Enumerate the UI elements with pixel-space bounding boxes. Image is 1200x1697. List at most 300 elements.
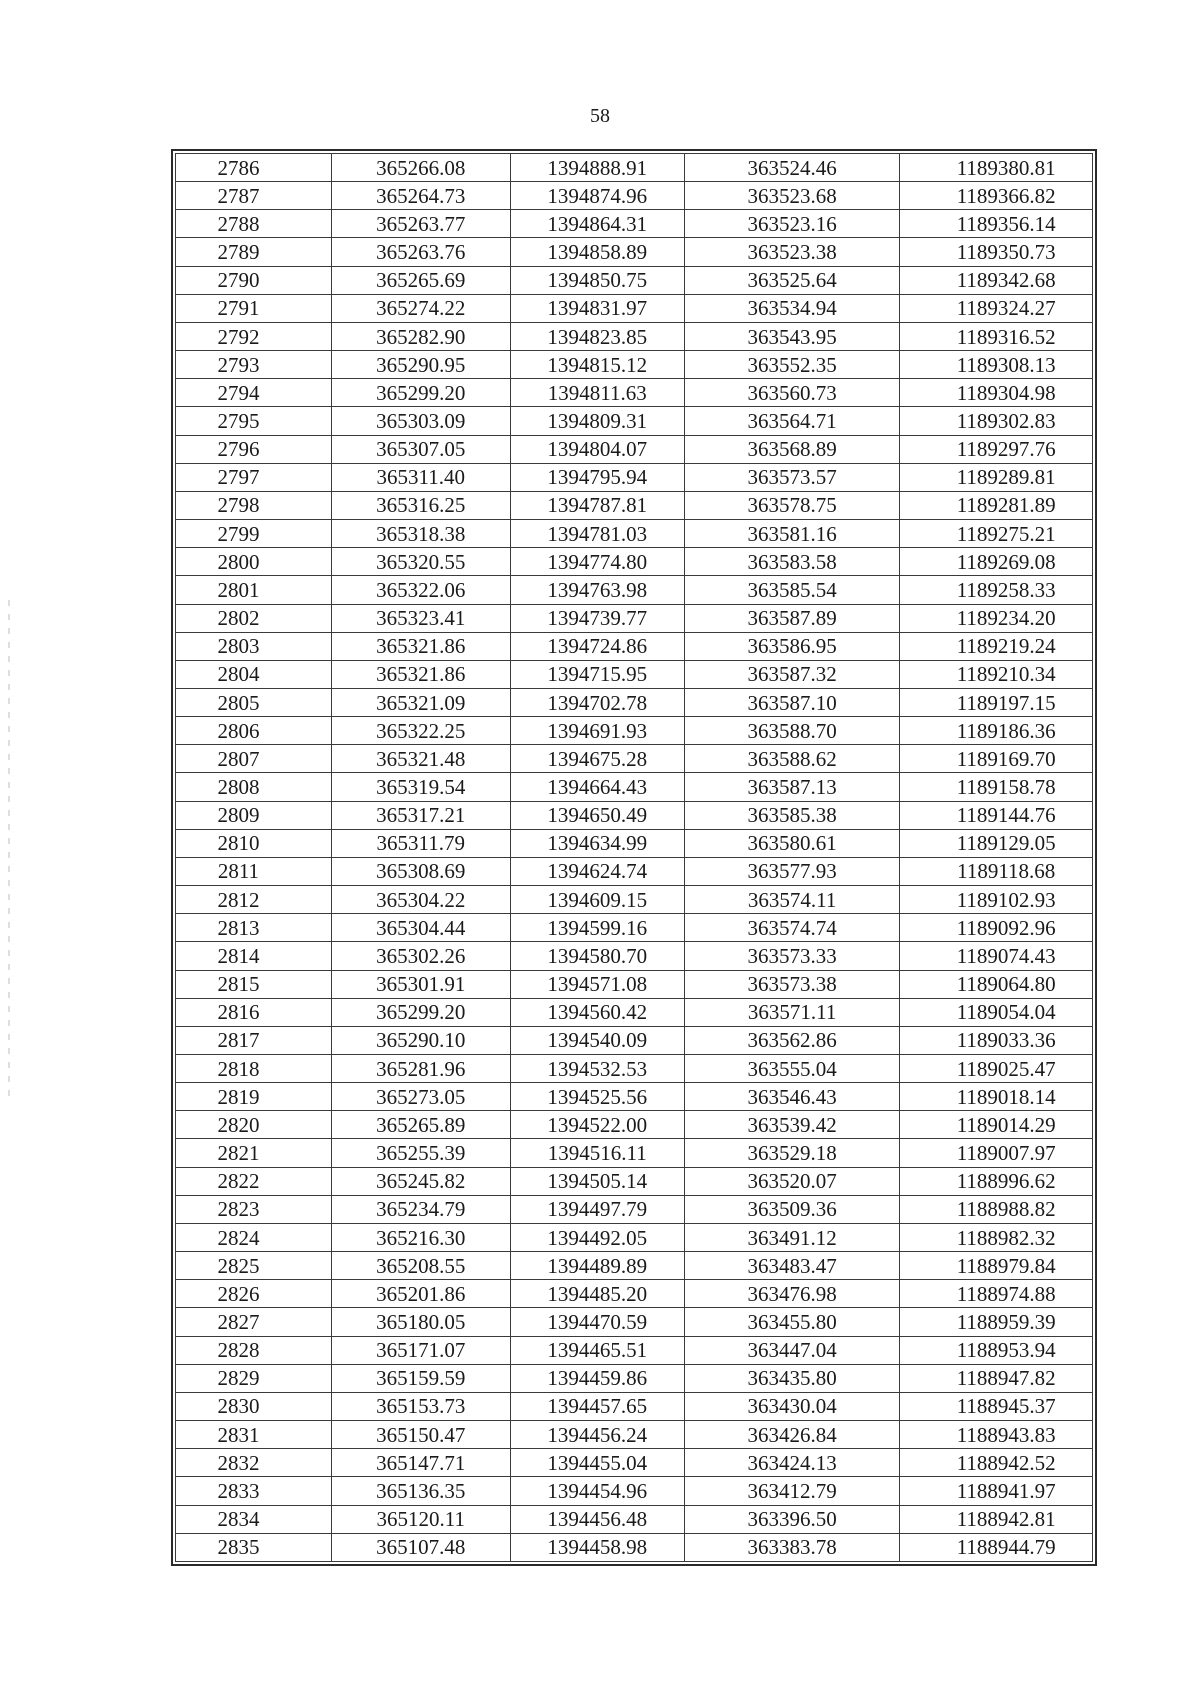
x2-coordinate-cell: 363546.43: [684, 1083, 899, 1111]
x2-coordinate-cell: 363583.58: [684, 548, 899, 576]
x1-coordinate-cell: 365136.35: [331, 1477, 510, 1505]
y1-coordinate-cell: 1394457.65: [510, 1392, 684, 1420]
point-number-cell: 2798: [176, 491, 332, 519]
x1-coordinate-cell: 365321.09: [331, 688, 510, 716]
x1-coordinate-cell: 365265.69: [331, 266, 510, 294]
table-row: [176, 1280, 1093, 1308]
y2-coordinate-cell: 1189366.82: [900, 182, 1093, 210]
y1-coordinate-cell: 1394505.14: [510, 1167, 684, 1195]
x1-coordinate-cell: 365304.44: [331, 914, 510, 942]
y1-coordinate-cell: 1394525.56: [510, 1083, 684, 1111]
y2-coordinate-cell: 1188947.82: [900, 1364, 1093, 1392]
point-number-cell: 2830: [176, 1392, 332, 1420]
x1-coordinate-cell: 365307.05: [331, 435, 510, 463]
x2-coordinate-cell: 363424.13: [684, 1449, 899, 1477]
y1-coordinate-cell: 1394489.89: [510, 1252, 684, 1280]
y2-coordinate-cell: 1189269.08: [900, 548, 1093, 576]
x1-coordinate-cell: 365303.09: [331, 407, 510, 435]
table-row: [176, 548, 1093, 576]
y2-coordinate-cell: 1189129.05: [900, 829, 1093, 857]
table-row: [176, 351, 1093, 379]
coordinate-table: [175, 153, 1093, 1562]
y1-coordinate-cell: 1394850.75: [510, 266, 684, 294]
scan-edge-artifact: [8, 600, 10, 1100]
y1-coordinate-cell: 1394831.97: [510, 294, 684, 322]
y1-coordinate-cell: 1394571.08: [510, 970, 684, 998]
point-number-cell: 2824: [176, 1223, 332, 1251]
y1-coordinate-cell: 1394774.80: [510, 548, 684, 576]
y2-coordinate-cell: 1189304.98: [900, 379, 1093, 407]
y1-coordinate-cell: 1394702.78: [510, 688, 684, 716]
x2-coordinate-cell: 363523.68: [684, 182, 899, 210]
point-number-cell: 2795: [176, 407, 332, 435]
table-row: [176, 1477, 1093, 1505]
x2-coordinate-cell: 363523.38: [684, 238, 899, 266]
x1-coordinate-cell: 365150.47: [331, 1421, 510, 1449]
y1-coordinate-cell: 1394787.81: [510, 491, 684, 519]
y1-coordinate-cell: 1394454.96: [510, 1477, 684, 1505]
y1-coordinate-cell: 1394470.59: [510, 1308, 684, 1336]
x2-coordinate-cell: 363580.61: [684, 829, 899, 857]
y1-coordinate-cell: 1394795.94: [510, 463, 684, 491]
x1-coordinate-cell: 365302.26: [331, 942, 510, 970]
x2-coordinate-cell: 363476.98: [684, 1280, 899, 1308]
point-number-cell: 2806: [176, 717, 332, 745]
x1-coordinate-cell: 365301.91: [331, 970, 510, 998]
point-number-cell: 2812: [176, 886, 332, 914]
point-number-cell: 2825: [176, 1252, 332, 1280]
x2-coordinate-cell: 363586.95: [684, 632, 899, 660]
y1-coordinate-cell: 1394540.09: [510, 1026, 684, 1054]
table-row: [176, 1083, 1093, 1111]
y2-coordinate-cell: 1188979.84: [900, 1252, 1093, 1280]
x2-coordinate-cell: 363587.10: [684, 688, 899, 716]
table-row: [176, 294, 1093, 322]
y2-coordinate-cell: 1188944.79: [900, 1533, 1093, 1561]
y1-coordinate-cell: 1394516.11: [510, 1139, 684, 1167]
table-row: [176, 1139, 1093, 1167]
table-row: [176, 210, 1093, 238]
x1-coordinate-cell: 365319.54: [331, 773, 510, 801]
y1-coordinate-cell: 1394650.49: [510, 801, 684, 829]
x2-coordinate-cell: 363573.38: [684, 970, 899, 998]
table-row: [176, 857, 1093, 885]
table-row: [176, 1449, 1093, 1477]
table-row: [176, 407, 1093, 435]
y2-coordinate-cell: 1189281.89: [900, 491, 1093, 519]
y2-coordinate-cell: 1189014.29: [900, 1111, 1093, 1139]
y2-coordinate-cell: 1189219.24: [900, 632, 1093, 660]
point-number-cell: 2801: [176, 576, 332, 604]
point-number-cell: 2793: [176, 351, 332, 379]
point-number-cell: 2797: [176, 463, 332, 491]
y2-coordinate-cell: 1189118.68: [900, 857, 1093, 885]
y1-coordinate-cell: 1394497.79: [510, 1195, 684, 1223]
x2-coordinate-cell: 363568.89: [684, 435, 899, 463]
x1-coordinate-cell: 365208.55: [331, 1252, 510, 1280]
x2-coordinate-cell: 363529.18: [684, 1139, 899, 1167]
x2-coordinate-cell: 363539.42: [684, 1111, 899, 1139]
y2-coordinate-cell: 1189169.70: [900, 745, 1093, 773]
table-row: [176, 520, 1093, 548]
point-number-cell: 2791: [176, 294, 332, 322]
table-row: [176, 998, 1093, 1026]
y1-coordinate-cell: 1394691.93: [510, 717, 684, 745]
x1-coordinate-cell: 365299.20: [331, 379, 510, 407]
point-number-cell: 2823: [176, 1195, 332, 1223]
y2-coordinate-cell: 1188959.39: [900, 1308, 1093, 1336]
y1-coordinate-cell: 1394456.24: [510, 1421, 684, 1449]
y2-coordinate-cell: 1189102.93: [900, 886, 1093, 914]
x1-coordinate-cell: 365311.79: [331, 829, 510, 857]
x2-coordinate-cell: 363483.47: [684, 1252, 899, 1280]
y2-coordinate-cell: 1189158.78: [900, 773, 1093, 801]
x1-coordinate-cell: 365316.25: [331, 491, 510, 519]
x2-coordinate-cell: 363587.89: [684, 604, 899, 632]
point-number-cell: 2800: [176, 548, 332, 576]
y1-coordinate-cell: 1394675.28: [510, 745, 684, 773]
point-number-cell: 2828: [176, 1336, 332, 1364]
x2-coordinate-cell: 363435.80: [684, 1364, 899, 1392]
x1-coordinate-cell: 365147.71: [331, 1449, 510, 1477]
point-number-cell: 2818: [176, 1055, 332, 1083]
x1-coordinate-cell: 365317.21: [331, 801, 510, 829]
y1-coordinate-cell: 1394664.43: [510, 773, 684, 801]
table-row: [176, 1055, 1093, 1083]
y2-coordinate-cell: 1189342.68: [900, 266, 1093, 294]
point-number-cell: 2816: [176, 998, 332, 1026]
x2-coordinate-cell: 363412.79: [684, 1477, 899, 1505]
y1-coordinate-cell: 1394609.15: [510, 886, 684, 914]
x1-coordinate-cell: 365311.40: [331, 463, 510, 491]
x1-coordinate-cell: 365107.48: [331, 1533, 510, 1561]
table-row: [176, 463, 1093, 491]
y1-coordinate-cell: 1394858.89: [510, 238, 684, 266]
table-row: [176, 1223, 1093, 1251]
point-number-cell: 2819: [176, 1083, 332, 1111]
x2-coordinate-cell: 363426.84: [684, 1421, 899, 1449]
x1-coordinate-cell: 365263.77: [331, 210, 510, 238]
table-row: [176, 886, 1093, 914]
x2-coordinate-cell: 363509.36: [684, 1195, 899, 1223]
y2-coordinate-cell: 1189033.36: [900, 1026, 1093, 1054]
table-row: [176, 773, 1093, 801]
x2-coordinate-cell: 363430.04: [684, 1392, 899, 1420]
y1-coordinate-cell: 1394560.42: [510, 998, 684, 1026]
x2-coordinate-cell: 363523.16: [684, 210, 899, 238]
point-number-cell: 2802: [176, 604, 332, 632]
x2-coordinate-cell: 363573.57: [684, 463, 899, 491]
x1-coordinate-cell: 365290.95: [331, 351, 510, 379]
x1-coordinate-cell: 365318.38: [331, 520, 510, 548]
x2-coordinate-cell: 363447.04: [684, 1336, 899, 1364]
x2-coordinate-cell: 363491.12: [684, 1223, 899, 1251]
x1-coordinate-cell: 365263.76: [331, 238, 510, 266]
y2-coordinate-cell: 1189186.36: [900, 717, 1093, 745]
y2-coordinate-cell: 1189275.21: [900, 520, 1093, 548]
point-number-cell: 2804: [176, 660, 332, 688]
coordinate-table-body: [176, 154, 1093, 1562]
x2-coordinate-cell: 363585.38: [684, 801, 899, 829]
x1-coordinate-cell: 365159.59: [331, 1364, 510, 1392]
x1-coordinate-cell: 365308.69: [331, 857, 510, 885]
y1-coordinate-cell: 1394823.85: [510, 322, 684, 350]
x1-coordinate-cell: 365321.86: [331, 632, 510, 660]
y1-coordinate-cell: 1394532.53: [510, 1055, 684, 1083]
y2-coordinate-cell: 1189144.76: [900, 801, 1093, 829]
y2-coordinate-cell: 1189258.33: [900, 576, 1093, 604]
point-number-cell: 2788: [176, 210, 332, 238]
x1-coordinate-cell: 365171.07: [331, 1336, 510, 1364]
y2-coordinate-cell: 1189356.14: [900, 210, 1093, 238]
table-row: [176, 745, 1093, 773]
table-row: [176, 1392, 1093, 1420]
y2-coordinate-cell: 1189380.81: [900, 154, 1093, 182]
y1-coordinate-cell: 1394485.20: [510, 1280, 684, 1308]
y1-coordinate-cell: 1394781.03: [510, 520, 684, 548]
y2-coordinate-cell: 1188988.82: [900, 1195, 1093, 1223]
point-number-cell: 2832: [176, 1449, 332, 1477]
x1-coordinate-cell: 365323.41: [331, 604, 510, 632]
table-row: [176, 801, 1093, 829]
x1-coordinate-cell: 365281.96: [331, 1055, 510, 1083]
x2-coordinate-cell: 363555.04: [684, 1055, 899, 1083]
y2-coordinate-cell: 1188953.94: [900, 1336, 1093, 1364]
y2-coordinate-cell: 1189234.20: [900, 604, 1093, 632]
x2-coordinate-cell: 363585.54: [684, 576, 899, 604]
point-number-cell: 2835: [176, 1533, 332, 1561]
x1-coordinate-cell: 365120.11: [331, 1505, 510, 1533]
point-number-cell: 2817: [176, 1026, 332, 1054]
y1-coordinate-cell: 1394459.86: [510, 1364, 684, 1392]
y1-coordinate-cell: 1394763.98: [510, 576, 684, 604]
y2-coordinate-cell: 1188942.52: [900, 1449, 1093, 1477]
x1-coordinate-cell: 365273.05: [331, 1083, 510, 1111]
y2-coordinate-cell: 1189064.80: [900, 970, 1093, 998]
y2-coordinate-cell: 1189074.43: [900, 942, 1093, 970]
point-number-cell: 2799: [176, 520, 332, 548]
y1-coordinate-cell: 1394465.51: [510, 1336, 684, 1364]
table-row: [176, 322, 1093, 350]
table-row: [176, 632, 1093, 660]
y2-coordinate-cell: 1188982.32: [900, 1223, 1093, 1251]
y2-coordinate-cell: 1188945.37: [900, 1392, 1093, 1420]
x2-coordinate-cell: 363543.95: [684, 322, 899, 350]
table-row: [176, 942, 1093, 970]
point-number-cell: 2813: [176, 914, 332, 942]
x2-coordinate-cell: 363552.35: [684, 351, 899, 379]
table-row: [176, 1421, 1093, 1449]
table-row: [176, 1167, 1093, 1195]
y1-coordinate-cell: 1394634.99: [510, 829, 684, 857]
table-row: [176, 717, 1093, 745]
table-row: [176, 238, 1093, 266]
y2-coordinate-cell: 1189297.76: [900, 435, 1093, 463]
x1-coordinate-cell: 365322.25: [331, 717, 510, 745]
table-row: [176, 1336, 1093, 1364]
x1-coordinate-cell: 365245.82: [331, 1167, 510, 1195]
y1-coordinate-cell: 1394456.48: [510, 1505, 684, 1533]
x1-coordinate-cell: 365266.08: [331, 154, 510, 182]
x2-coordinate-cell: 363587.32: [684, 660, 899, 688]
table-row: [176, 1364, 1093, 1392]
table-row: [176, 829, 1093, 857]
point-number-cell: 2790: [176, 266, 332, 294]
y2-coordinate-cell: 1189316.52: [900, 322, 1093, 350]
x2-coordinate-cell: 363578.75: [684, 491, 899, 519]
point-number-cell: 2833: [176, 1477, 332, 1505]
table-row: [176, 435, 1093, 463]
x2-coordinate-cell: 363534.94: [684, 294, 899, 322]
x1-coordinate-cell: 365304.22: [331, 886, 510, 914]
y2-coordinate-cell: 1189054.04: [900, 998, 1093, 1026]
table-row: [176, 660, 1093, 688]
y1-coordinate-cell: 1394455.04: [510, 1449, 684, 1477]
y1-coordinate-cell: 1394815.12: [510, 351, 684, 379]
y2-coordinate-cell: 1189092.96: [900, 914, 1093, 942]
x2-coordinate-cell: 363587.13: [684, 773, 899, 801]
x2-coordinate-cell: 363588.62: [684, 745, 899, 773]
point-number-cell: 2821: [176, 1139, 332, 1167]
x2-coordinate-cell: 363524.46: [684, 154, 899, 182]
point-number-cell: 2789: [176, 238, 332, 266]
point-number-cell: 2803: [176, 632, 332, 660]
point-number-cell: 2826: [176, 1280, 332, 1308]
y2-coordinate-cell: 1189302.83: [900, 407, 1093, 435]
x1-coordinate-cell: 365201.86: [331, 1280, 510, 1308]
x2-coordinate-cell: 363573.33: [684, 942, 899, 970]
y2-coordinate-cell: 1189289.81: [900, 463, 1093, 491]
y1-coordinate-cell: 1394724.86: [510, 632, 684, 660]
table-row: [176, 1111, 1093, 1139]
y2-coordinate-cell: 1188974.88: [900, 1280, 1093, 1308]
y1-coordinate-cell: 1394580.70: [510, 942, 684, 970]
point-number-cell: 2827: [176, 1308, 332, 1336]
point-number-cell: 2822: [176, 1167, 332, 1195]
y1-coordinate-cell: 1394599.16: [510, 914, 684, 942]
y1-coordinate-cell: 1394715.95: [510, 660, 684, 688]
point-number-cell: 2834: [176, 1505, 332, 1533]
point-number-cell: 2794: [176, 379, 332, 407]
x2-coordinate-cell: 363588.70: [684, 717, 899, 745]
table-row: [176, 379, 1093, 407]
point-number-cell: 2805: [176, 688, 332, 716]
x1-coordinate-cell: 365265.89: [331, 1111, 510, 1139]
point-number-cell: 2814: [176, 942, 332, 970]
y1-coordinate-cell: 1394492.05: [510, 1223, 684, 1251]
x2-coordinate-cell: 363455.80: [684, 1308, 899, 1336]
table-row: [176, 688, 1093, 716]
point-number-cell: 2820: [176, 1111, 332, 1139]
table-row: [176, 970, 1093, 998]
x1-coordinate-cell: 365255.39: [331, 1139, 510, 1167]
y2-coordinate-cell: 1189007.97: [900, 1139, 1093, 1167]
point-number-cell: 2811: [176, 857, 332, 885]
point-number-cell: 2787: [176, 182, 332, 210]
x2-coordinate-cell: 363581.16: [684, 520, 899, 548]
x2-coordinate-cell: 363560.73: [684, 379, 899, 407]
x1-coordinate-cell: 365290.10: [331, 1026, 510, 1054]
x2-coordinate-cell: 363520.07: [684, 1167, 899, 1195]
x1-coordinate-cell: 365234.79: [331, 1195, 510, 1223]
x2-coordinate-cell: 363574.74: [684, 914, 899, 942]
y2-coordinate-cell: 1188943.83: [900, 1421, 1093, 1449]
table-row: [176, 266, 1093, 294]
x1-coordinate-cell: 365274.22: [331, 294, 510, 322]
table-row: [176, 604, 1093, 632]
x1-coordinate-cell: 365180.05: [331, 1308, 510, 1336]
y1-coordinate-cell: 1394624.74: [510, 857, 684, 885]
y1-coordinate-cell: 1394739.77: [510, 604, 684, 632]
x1-coordinate-cell: 365153.73: [331, 1392, 510, 1420]
x2-coordinate-cell: 363525.64: [684, 266, 899, 294]
table-row: [176, 1026, 1093, 1054]
x1-coordinate-cell: 365299.20: [331, 998, 510, 1026]
x2-coordinate-cell: 363564.71: [684, 407, 899, 435]
y2-coordinate-cell: 1189018.14: [900, 1083, 1093, 1111]
x2-coordinate-cell: 363383.78: [684, 1533, 899, 1561]
y1-coordinate-cell: 1394458.98: [510, 1533, 684, 1561]
x1-coordinate-cell: 365320.55: [331, 548, 510, 576]
y1-coordinate-cell: 1394804.07: [510, 435, 684, 463]
point-number-cell: 2808: [176, 773, 332, 801]
x2-coordinate-cell: 363577.93: [684, 857, 899, 885]
point-number-cell: 2815: [176, 970, 332, 998]
x1-coordinate-cell: 365321.86: [331, 660, 510, 688]
table-row: [176, 1195, 1093, 1223]
y1-coordinate-cell: 1394811.63: [510, 379, 684, 407]
point-number-cell: 2796: [176, 435, 332, 463]
table-row: [176, 491, 1093, 519]
table-row: [176, 154, 1093, 182]
y2-coordinate-cell: 1188996.62: [900, 1167, 1093, 1195]
table-row: [176, 576, 1093, 604]
y1-coordinate-cell: 1394874.96: [510, 182, 684, 210]
point-number-cell: 2809: [176, 801, 332, 829]
page-number: 58: [590, 105, 610, 127]
x1-coordinate-cell: 365282.90: [331, 322, 510, 350]
y2-coordinate-cell: 1189197.15: [900, 688, 1093, 716]
point-number-cell: 2831: [176, 1421, 332, 1449]
point-number-cell: 2807: [176, 745, 332, 773]
x2-coordinate-cell: 363574.11: [684, 886, 899, 914]
table-row: [176, 914, 1093, 942]
table-row: [176, 1252, 1093, 1280]
y2-coordinate-cell: 1188942.81: [900, 1505, 1093, 1533]
coordinate-table-frame: [171, 149, 1097, 1566]
point-number-cell: 2792: [176, 322, 332, 350]
point-number-cell: 2786: [176, 154, 332, 182]
x1-coordinate-cell: 365322.06: [331, 576, 510, 604]
x2-coordinate-cell: 363571.11: [684, 998, 899, 1026]
y2-coordinate-cell: 1189308.13: [900, 351, 1093, 379]
y1-coordinate-cell: 1394864.31: [510, 210, 684, 238]
y2-coordinate-cell: 1189210.34: [900, 660, 1093, 688]
y2-coordinate-cell: 1189324.27: [900, 294, 1093, 322]
x1-coordinate-cell: 365321.48: [331, 745, 510, 773]
table-row: [176, 1505, 1093, 1533]
y1-coordinate-cell: 1394809.31: [510, 407, 684, 435]
y1-coordinate-cell: 1394522.00: [510, 1111, 684, 1139]
x1-coordinate-cell: 365264.73: [331, 182, 510, 210]
table-row: [176, 1308, 1093, 1336]
y2-coordinate-cell: 1189025.47: [900, 1055, 1093, 1083]
table-row: [176, 1533, 1093, 1561]
x2-coordinate-cell: 363396.50: [684, 1505, 899, 1533]
y2-coordinate-cell: 1189350.73: [900, 238, 1093, 266]
table-row: [176, 182, 1093, 210]
x1-coordinate-cell: 365216.30: [331, 1223, 510, 1251]
